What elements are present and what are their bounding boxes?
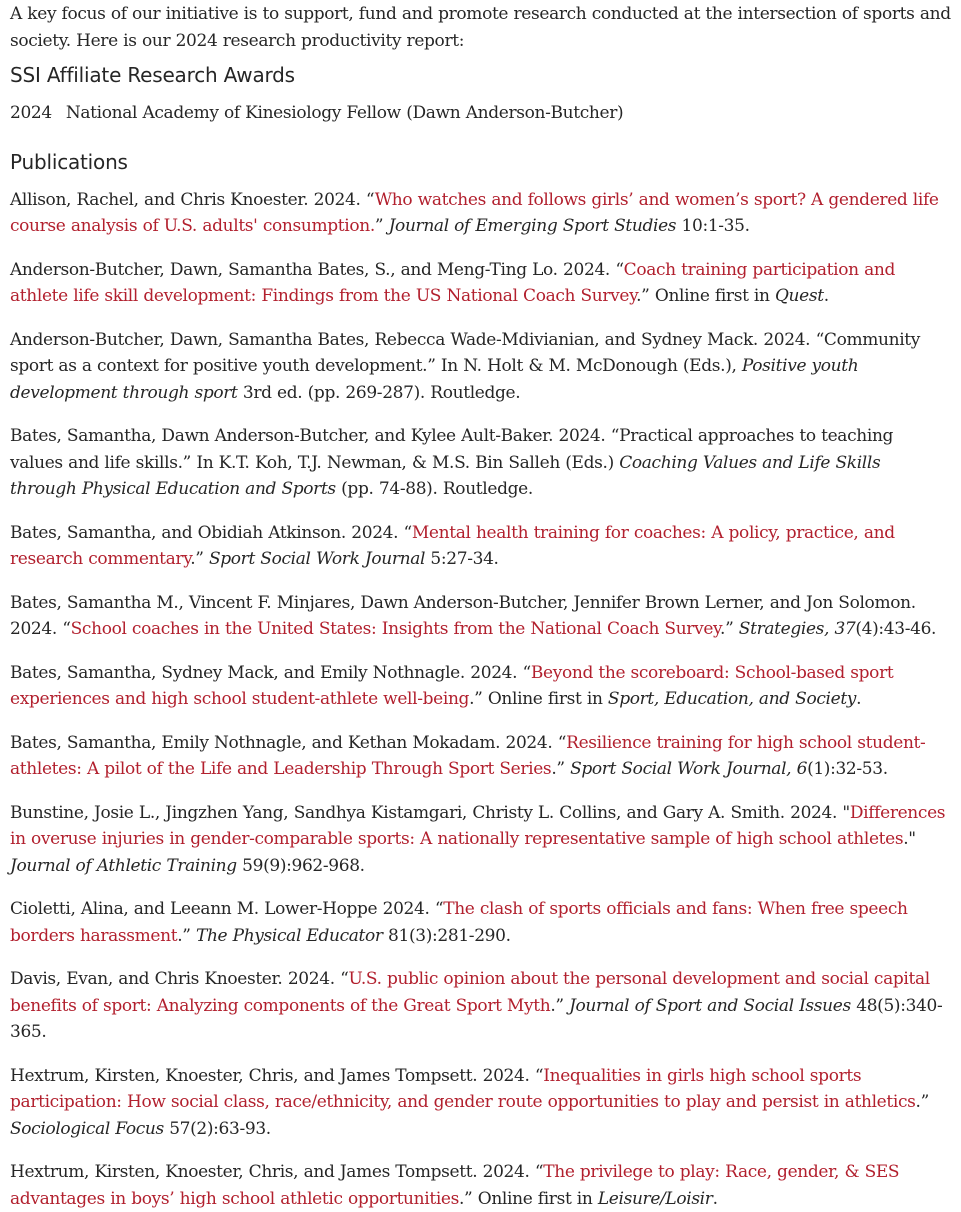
citation-connector: .”: [720, 619, 739, 639]
article-title-link[interactable]: Who watches and follows girls’ and women’s sport? A gendered life course analysis of U.S. adults' consumption.: [10, 190, 939, 237]
citation-authors: Anderson-Butcher, Dawn, Samantha Bates, S., and Meng-Ting Lo. 2024. “: [10, 260, 624, 280]
publication-entry: [10, 187, 951, 240]
citation-authors: Hextrum, Kirsten, Knoester, Chris, and James Tompsett. 2024. “: [10, 1162, 543, 1182]
publication-entry: [10, 660, 951, 713]
article-title-link[interactable]: Beyond the scoreboard: School-based sport experiences and high school student-athlete well-being: [10, 663, 893, 710]
citation-connector: .”: [177, 926, 196, 946]
journal-title: Leisure/Loisir: [598, 1189, 713, 1209]
citation-connector: .” Online first in: [636, 286, 775, 306]
citation-connector: ”: [375, 216, 389, 236]
award-text: National Academy of Kinesiology Fellow (Dawn Anderson-Butcher): [66, 103, 623, 123]
citation-details: 48(5):340-365.: [10, 996, 942, 1043]
journal-title: Sport Social Work Journal, 6: [570, 759, 807, 779]
publication-entry: [10, 520, 951, 573]
citation-authors: Davis, Evan, and Chris Knoester. 2024. “: [10, 969, 348, 989]
awards-heading: SSI Affiliate Research Awards: [10, 61, 951, 89]
publication-entry: [10, 590, 951, 643]
citation-authors: Bates, Samantha, Sydney Mack, and Emily Nothnagle. 2024. “: [10, 663, 531, 683]
citation-authors: Allison, Rachel, and Chris Knoester. 2024. “: [10, 190, 375, 210]
intro-paragraph: A key focus of our initiative is to support, fund and promote research conducted at the intersection of sports and society. Here is our 2024 research productivity report:: [10, 0, 951, 54]
journal-title: Journal of Athletic Training: [10, 856, 237, 876]
journal-title: Sport, Education, and Society: [608, 689, 856, 709]
article-title-link[interactable]: Differences in overuse injuries in gender-comparable sports: A nationally representative sample of high school athletes: [10, 803, 945, 850]
citation-connector: .”: [551, 759, 570, 779]
article-title-link[interactable]: Coach training participation and athlete life skill development: Findings from the US National Coach Survey: [10, 260, 895, 307]
journal-title: Journal of Emerging Sport Studies: [389, 216, 677, 236]
citation-details: (4):43-46.: [855, 619, 936, 639]
publication-entry: [10, 257, 951, 310]
article-title-link[interactable]: Inequalities in girls high school sports participation: How social class, race/ethnicity, and gender route opportunities to play and persist in athletics: [10, 1066, 916, 1113]
publication-entry: [10, 966, 951, 1046]
article-title-link[interactable]: Resilience training for high school student-athletes: A pilot of the Life and Leadership Through Sport Series: [10, 733, 925, 780]
journal-title: Sport Social Work Journal: [209, 549, 425, 569]
journal-title: Quest: [775, 286, 824, 306]
award-item: [10, 100, 951, 127]
citation-details: 81(3):281-290.: [383, 926, 511, 946]
article-title-link[interactable]: Mental health training for coaches: A policy, practice, and research commentary: [10, 523, 895, 570]
journal-title: Positive youth development through sport: [10, 356, 858, 403]
citation-authors: Cioletti, Alina, and Leeann M. Lower-Hoppe 2024. “: [10, 899, 443, 919]
citation-details: 5:27-34.: [425, 549, 499, 569]
citation-details: 57(2):63-93.: [164, 1119, 271, 1139]
citation-details: (pp. 74-88). Routledge.: [336, 479, 533, 499]
journal-title: Coaching Values and Life Skills through Physical Education and Sports: [10, 453, 880, 500]
publication-entry: [10, 423, 951, 503]
publication-entry: [10, 896, 951, 949]
citation-connector: .”: [550, 996, 569, 1016]
citation-details: 3rd ed. (pp. 269-287). Routledge.: [238, 383, 521, 403]
citation-authors: Bates, Samantha M., Vincent F. Minjares, Dawn Anderson-Butcher, Jennifer Brown Lerner, and Jon Solomon. 2024. “: [10, 593, 916, 640]
award-year: 2024: [10, 103, 52, 123]
journal-title: Sociological Focus: [10, 1119, 164, 1139]
citation-authors: Hextrum, Kirsten, Knoester, Chris, and James Tompsett. 2024. “: [10, 1066, 543, 1086]
citation-authors: Anderson-Butcher, Dawn, Samantha Bates, Rebecca Wade-Mdivianian, and Sydney Mack. 2024. “Community sport as a context for positive youth development.” In N. Holt & M. McDonough (Eds.),: [10, 330, 920, 377]
publication-entry: [10, 1159, 951, 1212]
citation-authors: Bates, Samantha, Dawn Anderson-Butcher, and Kylee Ault-Baker. 2024. “Practical approaches to teaching values and life skills.” In K.T. Koh, T.J. Newman, & M.S. Bin Salleh (Eds.): [10, 426, 893, 473]
citation-connector: .": [903, 829, 916, 849]
journal-title: The Physical Educator: [196, 926, 383, 946]
article-title-link[interactable]: The clash of sports officials and fans: When free speech borders harassment: [10, 899, 908, 946]
article-title-link[interactable]: U.S. public opinion about the personal development and social capital benefits of sport: Analyzing components of the Great Sport Myth: [10, 969, 930, 1016]
citation-details: 10:1-35.: [676, 216, 750, 236]
citation-connector: .”: [190, 549, 209, 569]
citation-details: .: [856, 689, 861, 709]
citation-authors: Bunstine, Josie L., Jingzhen Yang, Sandhya Kistamgari, Christy L. Collins, and Gary A. Smith. 2024. ": [10, 803, 850, 823]
citation-details: .: [713, 1189, 718, 1209]
citation-authors: Bates, Samantha, Emily Nothnagle, and Kethan Mokadam. 2024. “: [10, 733, 566, 753]
citation-connector: .” Online first in: [469, 689, 608, 709]
article-title-link[interactable]: The privilege to play: Race, gender, & SES advantages in boys’ high school athletic opportunities: [10, 1162, 899, 1209]
publication-list: [10, 187, 951, 1212]
publications-heading: Publications: [10, 148, 951, 176]
publication-entry: [10, 800, 951, 880]
journal-title: Strategies, 37: [739, 619, 856, 639]
citation-connector: .” Online first in: [459, 1189, 598, 1209]
journal-title: Journal of Sport and Social Issues: [569, 996, 851, 1016]
publication-entry: [10, 327, 951, 407]
publication-entry: [10, 1063, 951, 1143]
citation-details: 59(9):962-968.: [237, 856, 365, 876]
publication-entry: [10, 730, 951, 783]
citation-details: .: [824, 286, 829, 306]
citation-authors: Bates, Samantha, and Obidiah Atkinson. 2024. “: [10, 523, 412, 543]
article-title-link[interactable]: School coaches in the United States: Insights from the National Coach Survey: [71, 619, 720, 639]
citation-connector: .”: [916, 1092, 929, 1112]
citation-details: (1):32-53.: [807, 759, 888, 779]
